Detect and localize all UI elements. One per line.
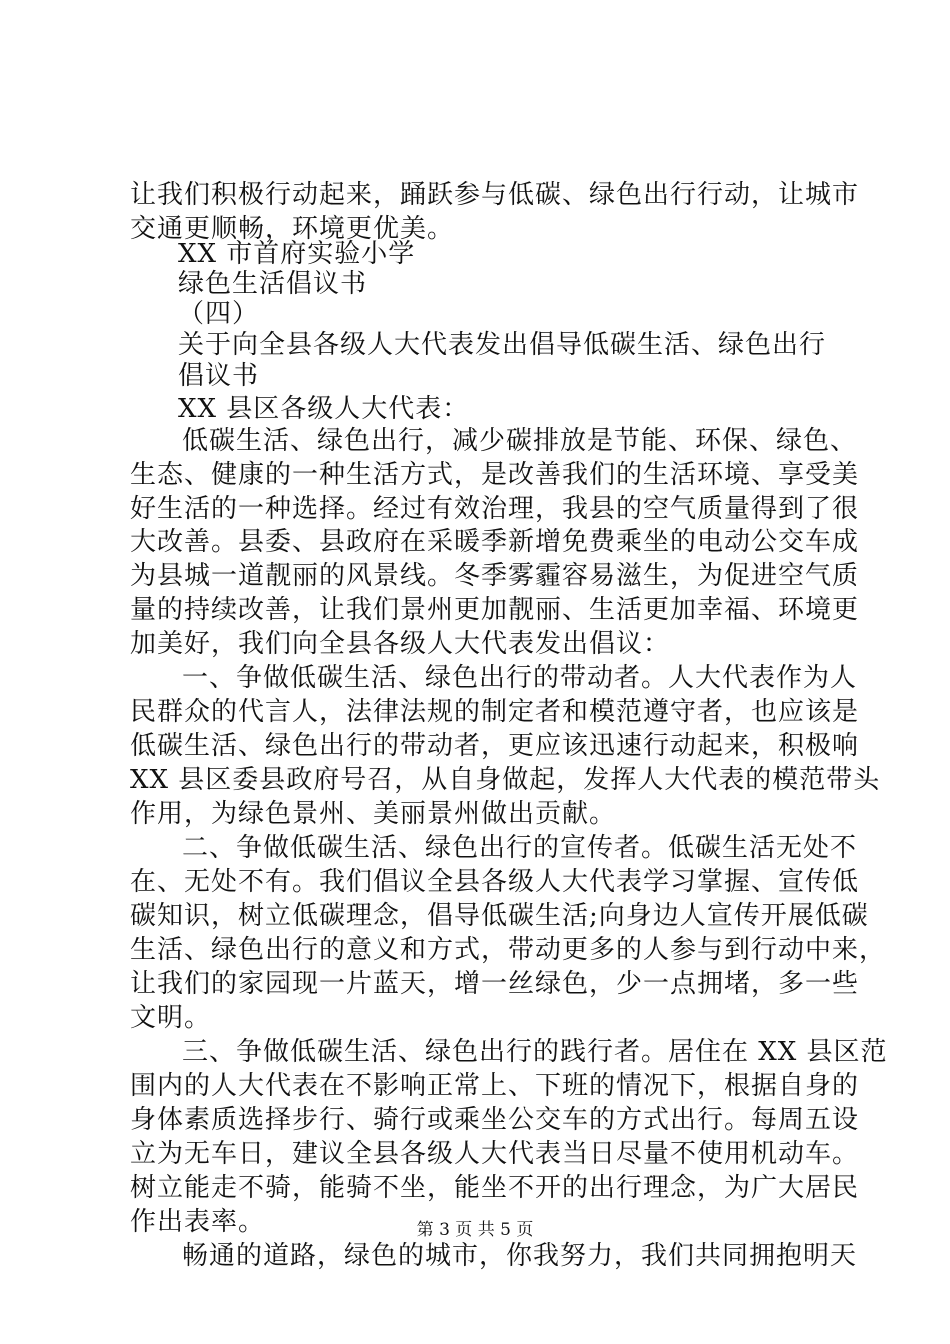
text-line: 树立能走不骑，能骑不坐，能坐不开的出行理念，为广大居民	[130, 1173, 860, 1203]
text-line: 大改善。县委、县政府在采暖季新增免费乘坐的电动公交车成	[130, 527, 860, 557]
text-line: 一、争做低碳生活、绿色出行的带动者。人大代表作为人	[182, 663, 858, 693]
text-line: 立为无车日，建议全县各级人大代表当日尽量不使用机动车。	[130, 1139, 860, 1169]
text-line: 生态、健康的一种生活方式，是改善我们的生活环境、享受美	[130, 460, 860, 490]
text-line: XX 县区委县政府号召，从自身做起，发挥人大代表的模范带头	[130, 765, 881, 795]
text-line: 身体素质选择步行、骑行或乘坐公交车的方式出行。每周五设	[130, 1105, 860, 1135]
text-line: 好生活的一种选择。经过有效治理，我县的空气质量得到了很	[130, 494, 860, 524]
text-line: 为县城一道靓丽的风景线。冬季雾霾容易滋生，为促进空气质	[130, 561, 860, 591]
text-line: 围内的人大代表在不影响正常上、下班的情况下，根据自身的	[130, 1071, 860, 1101]
text-line: 畅通的道路，绿色的城市，你我努力，我们共同拥抱明天	[182, 1241, 858, 1271]
text-line: 民群众的代言人，法律法规的制定者和模范遵守者，也应该是	[130, 697, 860, 727]
text-line: XX 市首府实验小学	[178, 239, 416, 269]
text-line: 让我们积极行动起来，踊跃参与低碳、绿色出行行动，让城市	[130, 180, 860, 210]
text-line: 低碳生活、绿色出行，减少碳排放是节能、环保、绿色、	[182, 426, 858, 456]
text-line: 交通更顺畅，环境更优美。	[130, 214, 455, 244]
text-line: 在、无处不有。我们倡议全县各级人大代表学习掌握、宣传低	[130, 867, 860, 897]
text-line: 碳知识，树立低碳理念，倡导低碳生活;向身边人宣传开展低碳	[130, 901, 869, 931]
text-line: 二、争做低碳生活、绿色出行的宣传者。低碳生活无处不	[182, 833, 858, 863]
text-line: 绿色生活倡议书	[178, 269, 368, 299]
text-line: 让我们的家园现一片蓝天，增一丝绿色，少一点拥堵，多一些	[130, 969, 860, 999]
text-line: （四）	[178, 299, 260, 329]
text-line: 生活、绿色出行的意义和方式，带动更多的人参与到行动中来，	[130, 935, 887, 965]
text-line: 倡议书	[178, 361, 260, 391]
text-line: 低碳生活、绿色出行的带动者，更应该迅速行动起来，积极响	[130, 731, 860, 761]
text-line: 关于向全县各级人大代表发出倡导低碳生活、绿色出行	[178, 330, 827, 360]
text-line: 作用，为绿色景州、美丽景州做出贡献。	[130, 799, 617, 829]
text-line: 加美好，我们向全县各级人大代表发出倡议：	[130, 629, 671, 659]
text-line: 三、争做低碳生活、绿色出行的践行者。居住在 XX 县区范	[182, 1037, 888, 1067]
text-line: XX 县区各级人大代表：	[178, 394, 470, 424]
text-line: 量的持续改善，让我们景州更加靓丽、生活更加幸福、环境更	[130, 595, 860, 625]
page-number-footer: 第 3 页 共 5 页	[416, 1220, 534, 1240]
text-line: 作出表率。	[130, 1207, 266, 1237]
text-line: 文明。	[130, 1003, 212, 1033]
